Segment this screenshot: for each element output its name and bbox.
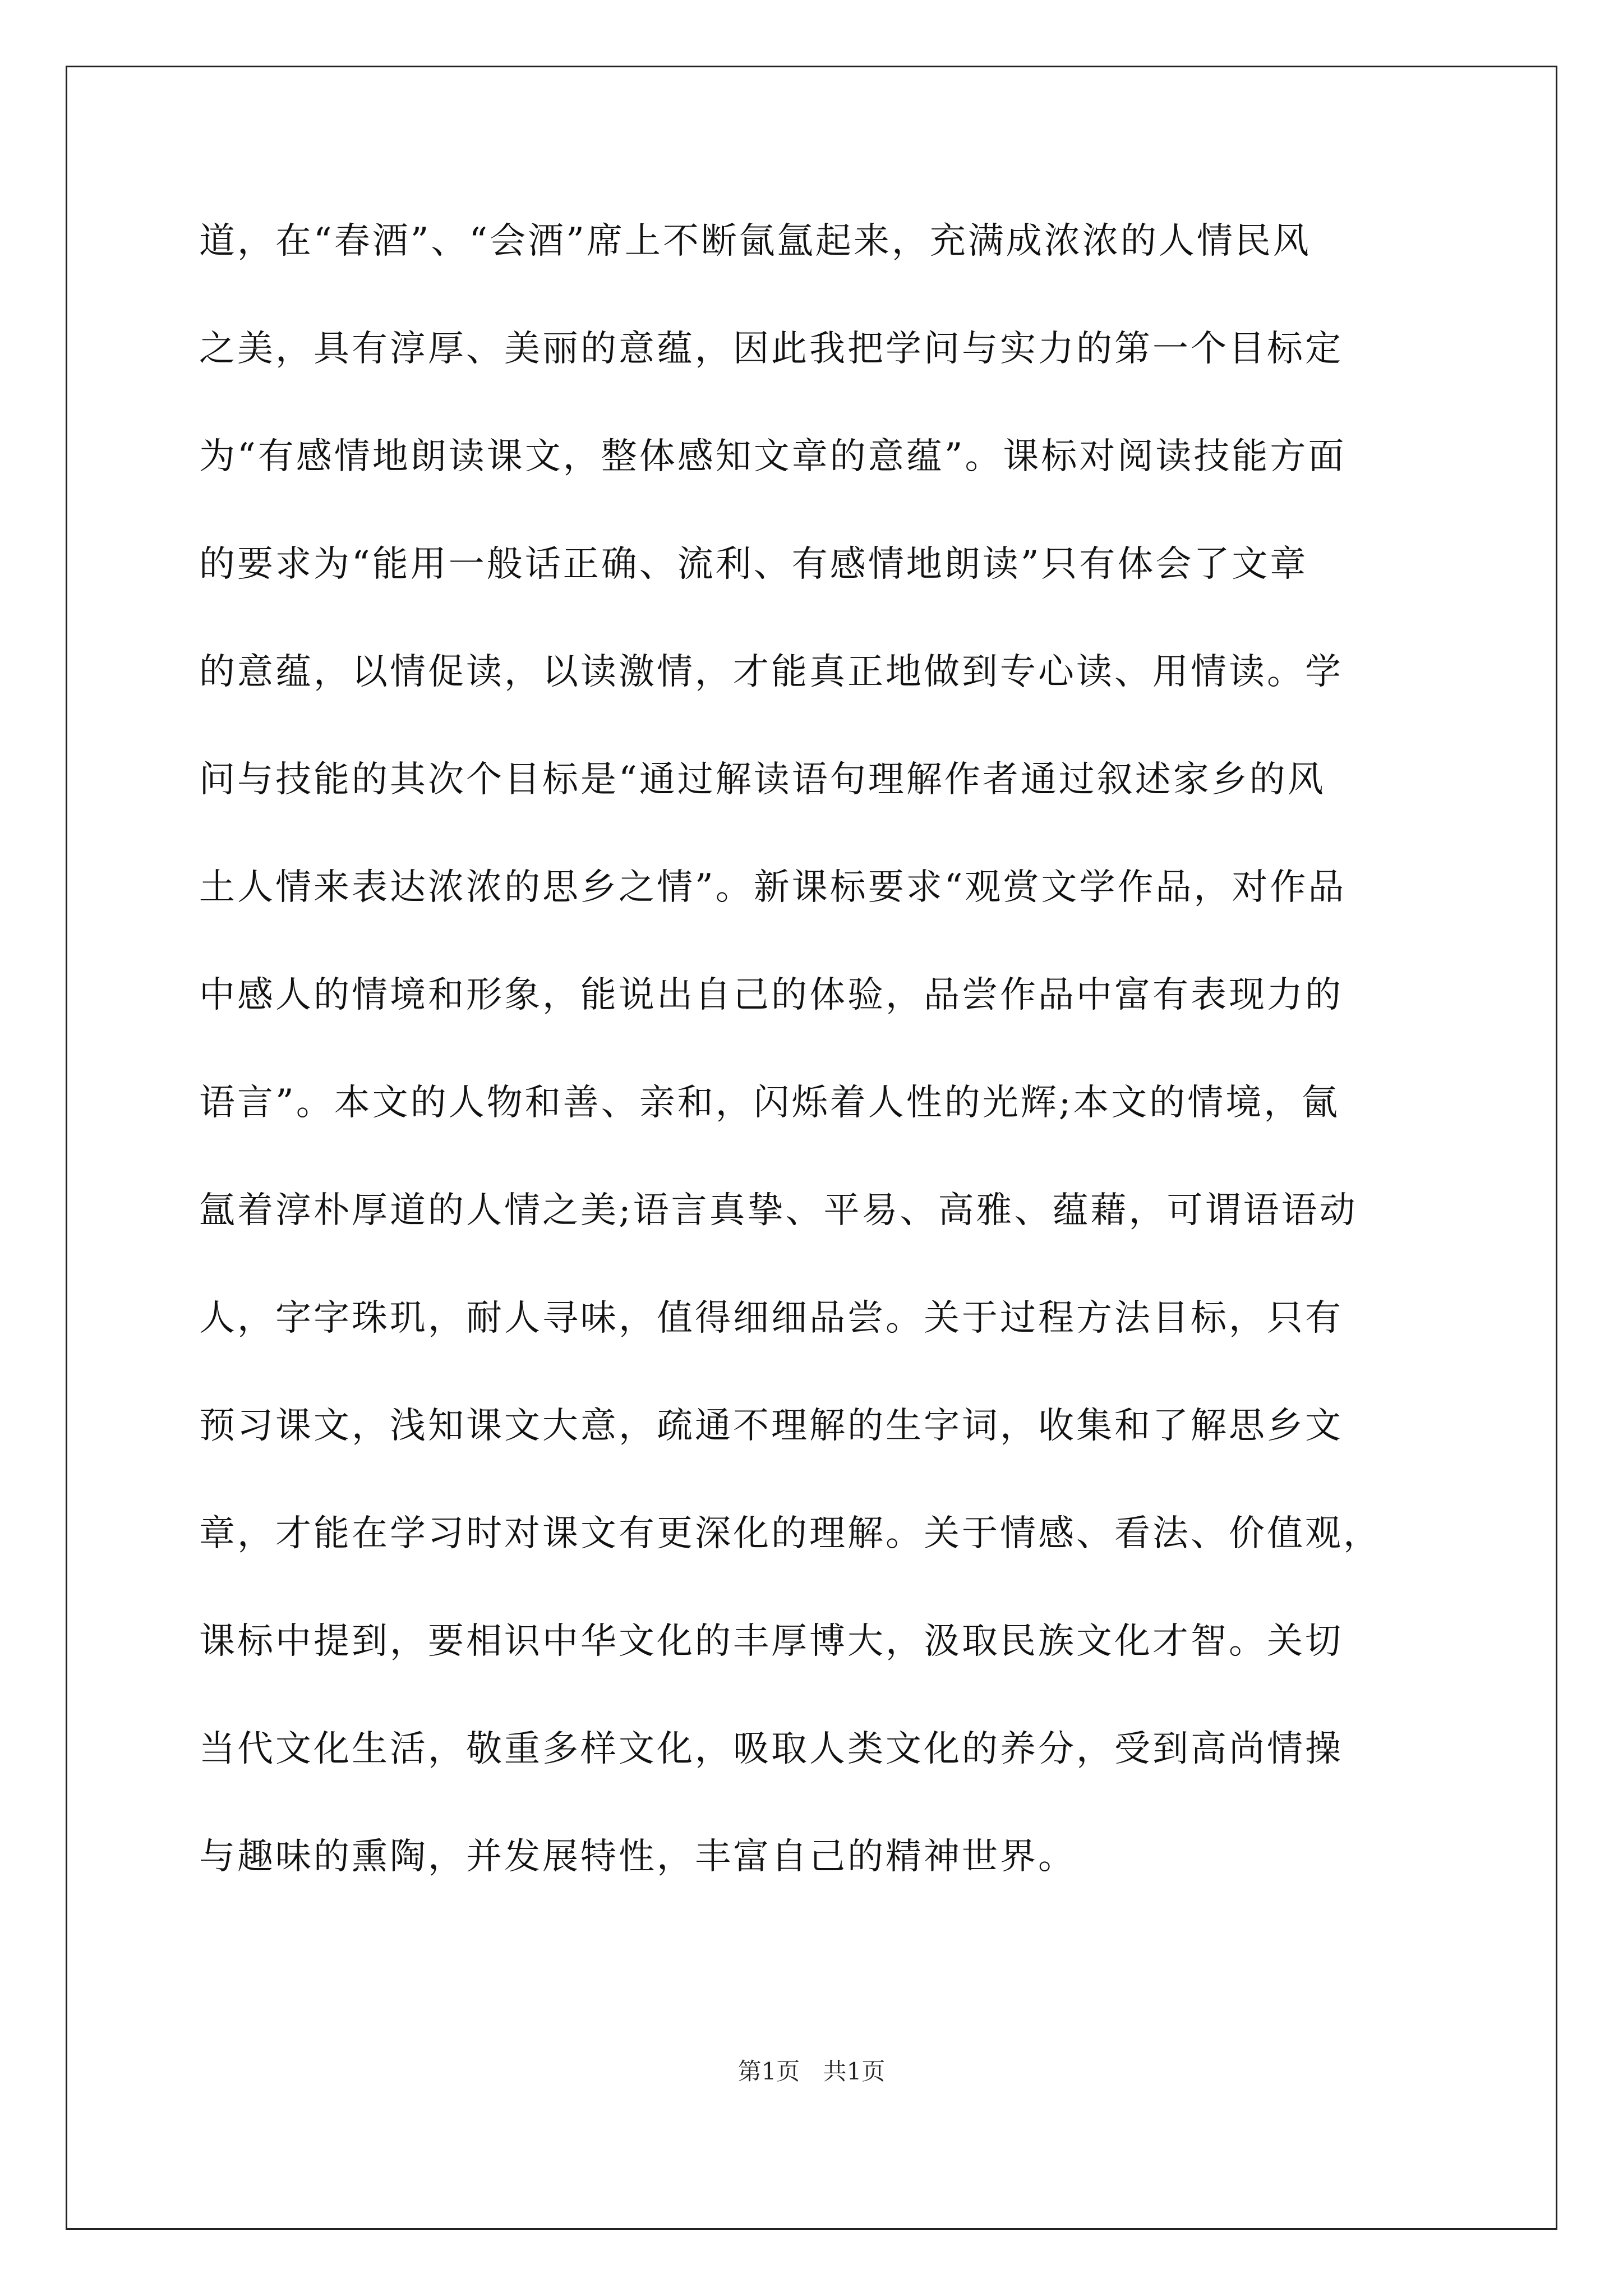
text-line: 当代文化生活，敬重多样文化，吸取人类文化的养分，受到高尚情操 [199, 1728, 1343, 1770]
text-line: 课标中提到，要相识中华文化的丰厚博大，汲取民族文化才智。关切 [199, 1621, 1343, 1662]
text-line: 氲着淳朴厚道的人情之美;语言真挚、平易、高雅、蕴藉，可谓语语动 [199, 1190, 1358, 1231]
text-line: 土人情来表达浓浓的思乡之情”。新课标要求“观赏文学作品，对作品 [199, 867, 1347, 908]
text-line: 道，在“春酒”、“会酒”席上不断氤氲起来，充满成浓浓的人情民风 [199, 220, 1311, 262]
text-line: 与趣味的熏陶，并发展特性，丰富自己的精神世界。 [199, 1836, 1076, 1878]
text-line: 问与技能的其次个目标是“通过解读语句理解作者通过叙述家乡的风 [199, 759, 1326, 800]
text-line: 为“有感情地朗读课文，整体感知文章的意蕴”。课标对阅读技能方面 [199, 436, 1347, 477]
text-line: 章，才能在学习时对课文有更深化的理解。关于情感、看法、价值观， [199, 1513, 1381, 1554]
text-line: 语言”。本文的人物和善、亲和，闪烁着人性的光辉;本文的情境，氤 [199, 1082, 1340, 1124]
page-number-current: 第1页 [737, 2058, 800, 2085]
page-number-total: 共1页 [823, 2058, 886, 2085]
text-line: 的意蕴，以情促读，以读激情，才能真正地做到专心读、用情读。学 [199, 651, 1343, 693]
text-line: 预习课文，浅知课文大意，疏通不理解的生字词，收集和了解思乡文 [199, 1405, 1343, 1447]
page-footer [0, 2053, 1623, 2087]
text-line: 中感人的情境和形象，能说出自己的体验，品尝作品中富有表现力的 [199, 974, 1343, 1016]
text-line: 之美，具有淳厚、美丽的意蕴，因此我把学问与实力的第一个目标定 [199, 328, 1343, 370]
text-line: 的要求为“能用一般话正确、流利、有感情地朗读”只有体会了文章 [199, 544, 1308, 585]
text-line: 人，字字珠玑，耐人寻味，值得细细品尝。关于过程方法目标，只有 [199, 1297, 1343, 1339]
document-body [199, 214, 1467, 1938]
